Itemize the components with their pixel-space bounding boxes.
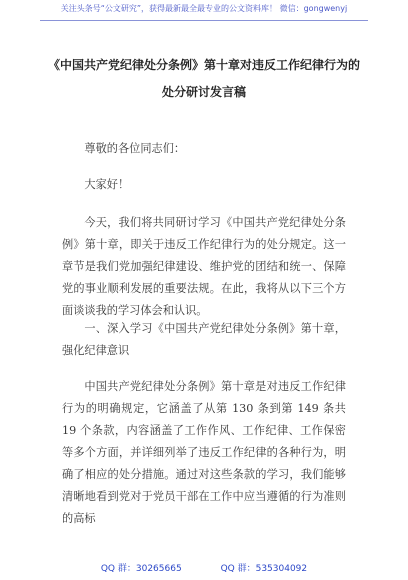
section-body: 中国共产党纪律处分条例》第十章是对违反工作纪律行为的明确规定，它涵盖了从第 130 条到第 149 条共 19 个条款，内容涵盖了工作作风、工作纪律、工作保密等多个方面，并详细列举了违反工作纪律的各种行为，明确了相应的处分措施。通过对这些条款的学习，我们能够清晰地看到党对于党员干部在工作中应当遵循的行为准则的高标 <box>62 380 346 525</box>
greeting: 大家好！ <box>84 178 130 191</box>
header-banner: 关注头条号“公文研究”，获得最新最全最专业的公文资料库！ 微信：gongwenyj <box>60 4 348 13</box>
intro-paragraph: 今天，我们将共同研讨学习《中国共产党纪律处分条例》第十章，即关于违反工作纪律行为的处分规定。这一章节是我们党加强纪律建设、维护党的团结和统一、保障党的事业顺利发展的重要法规。在此，我将从以下三个方面谈谈我的学习体会和认识。 <box>62 216 346 317</box>
document-title: 《中国共产党纪律处分条例》第十章对违反工作纪律行为的处分研讨发言稿 <box>47 58 360 99</box>
footer-qq-group-1: QQ 群：30265665 <box>100 564 182 574</box>
footer-qq-group-2: QQ 群：535304092 <box>220 564 308 574</box>
salutation: 尊敬的各位同志们： <box>84 142 186 155</box>
footer <box>0 561 408 574</box>
header-divider <box>40 20 368 21</box>
section-heading: 一、深入学习《中国共产党纪律处分条例》第十章，强化纪律意识 <box>62 322 346 357</box>
